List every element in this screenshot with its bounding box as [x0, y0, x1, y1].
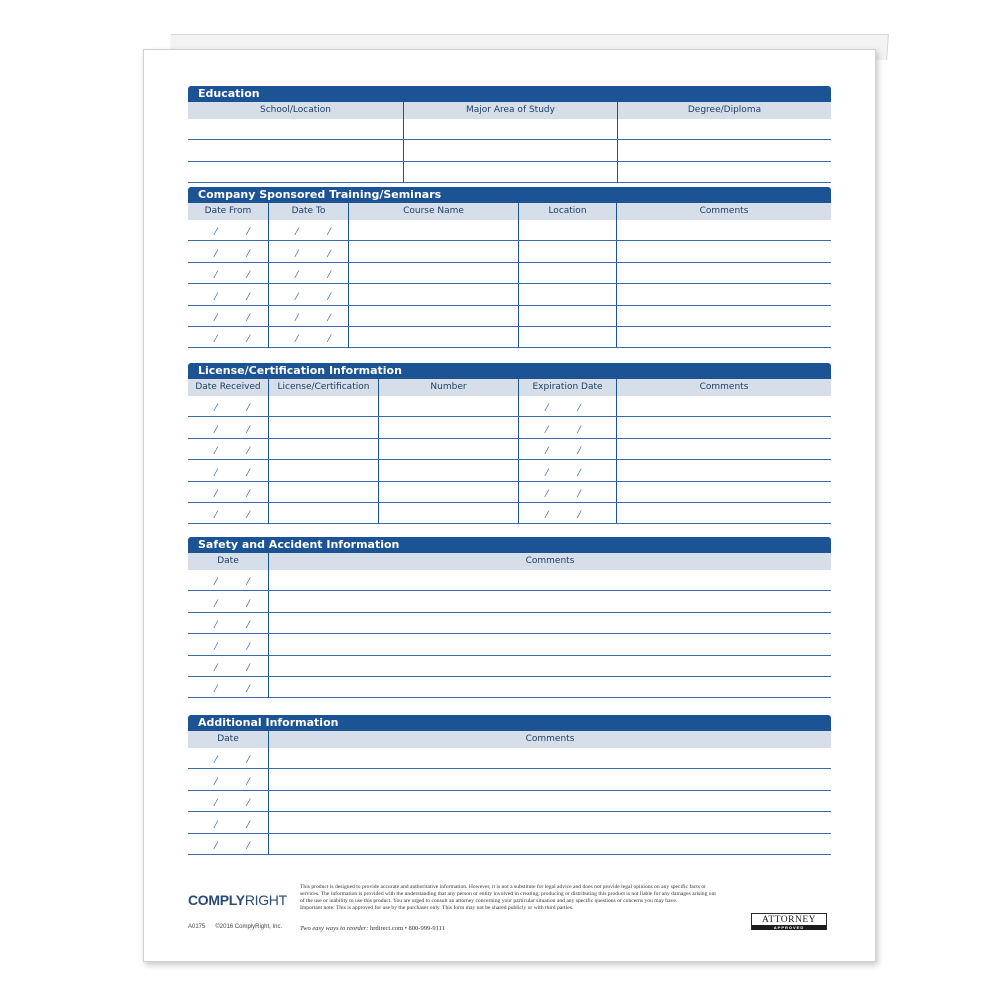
complyright-logo: [188, 892, 287, 908]
training-cell[interactable]: [348, 220, 518, 240]
additional-cell[interactable]: [268, 791, 831, 811]
safety-section: [188, 537, 831, 698]
training-cell[interactable]: [518, 327, 616, 347]
additional-cell[interactable]: [268, 834, 831, 854]
safety-cell[interactable]: [188, 656, 268, 676]
license-cell[interactable]: [378, 482, 518, 502]
training-cell[interactable]: [518, 220, 616, 240]
training-header-row: [188, 203, 831, 220]
license-row: [188, 439, 831, 460]
date-blank: / /: [214, 400, 263, 415]
safety-cell[interactable]: [268, 656, 831, 676]
date-blank: / /: [214, 421, 263, 436]
date-blank: / /: [214, 443, 263, 458]
col-school-location: School/Location: [260, 105, 331, 115]
education-cell[interactable]: [617, 119, 831, 139]
education-row: [188, 140, 831, 161]
training-cell[interactable]: [348, 284, 518, 304]
license-cell[interactable]: [378, 460, 518, 480]
training-rows: [188, 220, 831, 348]
education-row: [188, 119, 831, 140]
reorder-contact: hrdirect.com • 800-999-9111: [370, 925, 445, 932]
additional-cell[interactable]: [268, 812, 831, 832]
license-cell[interactable]: [518, 396, 616, 416]
col-license-comments: Comments: [616, 379, 831, 396]
license-cell[interactable]: [518, 439, 616, 459]
copyright-text: ©2016 ComplyRight, Inc.: [215, 924, 283, 930]
license-cell[interactable]: [188, 417, 268, 437]
safety-row: [188, 591, 831, 612]
product-code: A0175: [188, 924, 206, 930]
education-cell[interactable]: [188, 140, 403, 160]
license-cell[interactable]: [616, 482, 831, 502]
license-cell[interactable]: [188, 482, 268, 502]
education-cell[interactable]: [617, 162, 831, 182]
date-blank: / /: [214, 507, 263, 522]
training-cell[interactable]: [188, 241, 268, 261]
education-cell[interactable]: [403, 140, 617, 160]
col-number: Number: [378, 379, 518, 396]
additional-row: [188, 748, 831, 769]
col-degree-diploma: Degree/Diploma: [617, 102, 831, 119]
license-cell[interactable]: [378, 439, 518, 459]
training-cell[interactable]: [348, 306, 518, 326]
training-cell[interactable]: [616, 241, 831, 261]
training-cell[interactable]: [268, 284, 348, 304]
license-cell[interactable]: [616, 439, 831, 459]
education-row: [188, 162, 831, 183]
safety-row: [188, 656, 831, 677]
license-cell[interactable]: [268, 439, 378, 459]
date-blank: / /: [214, 224, 263, 239]
training-cell[interactable]: [616, 220, 831, 240]
date-blank: / /: [214, 638, 263, 653]
education-cell[interactable]: [188, 162, 403, 182]
safety-cell[interactable]: [188, 634, 268, 654]
attorney-text: ATTORNEY: [762, 915, 816, 925]
safety-header-row: [188, 553, 831, 570]
training-cell[interactable]: [348, 263, 518, 283]
date-blank: / /: [214, 659, 263, 674]
training-cell[interactable]: [188, 284, 268, 304]
col-date-to: Date To: [268, 203, 348, 220]
training-cell[interactable]: [188, 306, 268, 326]
additional-cell[interactable]: [188, 834, 268, 854]
training-row: [188, 263, 831, 284]
safety-rows: [188, 570, 831, 698]
training-cell[interactable]: [616, 327, 831, 347]
date-blank: / /: [295, 267, 344, 282]
safety-cell[interactable]: [268, 591, 831, 611]
additional-title: Additional Information: [188, 715, 831, 731]
license-header-row: [188, 379, 831, 396]
date-blank: / /: [214, 617, 263, 632]
license-cell[interactable]: [378, 503, 518, 523]
training-cell[interactable]: [268, 241, 348, 261]
license-row: [188, 460, 831, 481]
date-blank: / /: [214, 595, 263, 610]
license-cell[interactable]: [616, 460, 831, 480]
license-cell[interactable]: [188, 439, 268, 459]
additional-cell[interactable]: [188, 812, 268, 832]
date-blank: / /: [214, 681, 263, 696]
date-blank: / /: [214, 752, 263, 767]
date-blank: / /: [214, 309, 263, 324]
safety-row: [188, 613, 831, 634]
education-cell[interactable]: [188, 119, 403, 139]
training-cell[interactable]: [188, 263, 268, 283]
safety-row: [188, 634, 831, 655]
date-blank: / /: [214, 464, 263, 479]
license-cell[interactable]: [268, 482, 378, 502]
education-cell[interactable]: [617, 140, 831, 160]
date-blank: / /: [295, 245, 344, 260]
date-blank: / /: [295, 224, 344, 239]
training-cell[interactable]: [268, 220, 348, 240]
education-cell[interactable]: [403, 119, 617, 139]
additional-row: [188, 791, 831, 812]
col-license-certification: License/Certification: [268, 379, 378, 396]
license-cell[interactable]: [188, 460, 268, 480]
training-cell[interactable]: [268, 263, 348, 283]
important-note: Important note: This is approved for use by the purchaser only. This form may not be shared publicly or with third parties.: [300, 905, 574, 911]
training-title: Company Sponsored Training/Seminars: [188, 187, 831, 203]
approved-text: APPROVED: [752, 925, 826, 930]
form-footer: [188, 870, 831, 950]
license-cell[interactable]: [378, 417, 518, 437]
license-rows: [188, 396, 831, 524]
safety-cell[interactable]: [268, 613, 831, 633]
col-course-name: Course Name: [348, 203, 518, 220]
training-cell[interactable]: [188, 327, 268, 347]
training-cell[interactable]: [268, 306, 348, 326]
date-blank: / /: [214, 816, 263, 831]
license-cell[interactable]: [188, 396, 268, 416]
training-row: [188, 220, 831, 241]
additional-cell[interactable]: [268, 748, 831, 768]
license-cell[interactable]: [518, 417, 616, 437]
license-cell[interactable]: [616, 417, 831, 437]
education-section: [188, 86, 831, 183]
col-additional-date: Date: [217, 734, 239, 744]
safety-cell[interactable]: [268, 570, 831, 590]
license-cell[interactable]: [518, 460, 616, 480]
col-date-from: Date From: [204, 206, 252, 216]
reorder-line: [300, 925, 445, 932]
date-blank: / /: [214, 773, 263, 788]
safety-cell[interactable]: [268, 677, 831, 697]
logo-light-text: RIGHT: [244, 892, 287, 908]
license-cell[interactable]: [268, 417, 378, 437]
safety-cell[interactable]: [188, 591, 268, 611]
date-blank: / /: [545, 485, 594, 500]
training-cell[interactable]: [518, 263, 616, 283]
date-blank: / /: [545, 464, 594, 479]
training-cell[interactable]: [616, 284, 831, 304]
license-row: [188, 396, 831, 417]
license-cell[interactable]: [378, 396, 518, 416]
license-row: [188, 503, 831, 524]
additional-cell[interactable]: [188, 791, 268, 811]
license-title: License/Certification Information: [188, 363, 831, 379]
license-row: [188, 417, 831, 438]
training-section: [188, 187, 831, 348]
date-blank: / /: [214, 267, 263, 282]
additional-section: [188, 715, 831, 855]
license-cell[interactable]: [518, 503, 616, 523]
license-cell[interactable]: [616, 396, 831, 416]
training-cell[interactable]: [616, 263, 831, 283]
logo-bold-text: COMPLY: [188, 892, 245, 908]
safety-row: [188, 677, 831, 698]
disclaimer-text: This product is designed to provide accurate and authoritative information. However, it is not a substitute for legal advice and does not provide legal opinions on any specific facts or services. The information is provided with the understanding that any person or entity involved in creating, producing or distributing this product is not liable for any damages arising out of the use or inability to use this product. You are urged to consult an attorney concerning your particular situation and any specific questions or concerns you may have.: [300, 884, 716, 904]
safety-cell[interactable]: [188, 570, 268, 590]
col-training-comments: Comments: [616, 203, 831, 220]
education-title: Education: [188, 86, 831, 102]
additional-cell[interactable]: [268, 769, 831, 789]
col-safety-comments: Comments: [268, 553, 831, 570]
additional-row: [188, 812, 831, 833]
date-blank: / /: [545, 421, 594, 436]
training-row: [188, 284, 831, 305]
license-row: [188, 482, 831, 503]
disclaimer-block: [300, 884, 720, 912]
license-cell[interactable]: [616, 503, 831, 523]
education-cell[interactable]: [403, 162, 617, 182]
license-cell[interactable]: [268, 460, 378, 480]
license-section: [188, 363, 831, 524]
date-blank: / /: [545, 443, 594, 458]
date-blank: / /: [214, 331, 263, 346]
training-row: [188, 241, 831, 262]
additional-cell[interactable]: [188, 769, 268, 789]
reorder-label: Two easy ways to reorder:: [300, 925, 369, 932]
date-blank: / /: [295, 309, 344, 324]
date-blank: / /: [545, 400, 594, 415]
date-blank: / /: [214, 485, 263, 500]
form-page: [143, 49, 876, 962]
training-cell[interactable]: [268, 327, 348, 347]
training-cell[interactable]: [518, 284, 616, 304]
col-expiration-date: Expiration Date: [518, 379, 616, 396]
date-blank: / /: [295, 331, 344, 346]
education-rows: [188, 119, 831, 183]
additional-row: [188, 769, 831, 790]
date-blank: / /: [214, 837, 263, 852]
license-cell[interactable]: [518, 482, 616, 502]
col-safety-date: Date: [217, 556, 239, 566]
safety-cell[interactable]: [268, 634, 831, 654]
training-cell[interactable]: [616, 306, 831, 326]
license-cell[interactable]: [268, 503, 378, 523]
copyright-line: [188, 924, 292, 930]
col-major-area: Major Area of Study: [403, 102, 617, 119]
additional-cell[interactable]: [188, 748, 268, 768]
additional-rows: [188, 748, 831, 855]
license-cell[interactable]: [268, 396, 378, 416]
safety-row: [188, 570, 831, 591]
license-cell[interactable]: [188, 503, 268, 523]
training-cell[interactable]: [348, 241, 518, 261]
training-row: [188, 306, 831, 327]
date-blank: / /: [214, 795, 263, 810]
education-header-row: [188, 102, 831, 119]
additional-row: [188, 834, 831, 855]
date-blank: / /: [214, 245, 263, 260]
date-blank: / /: [545, 507, 594, 522]
col-additional-comments: Comments: [268, 731, 831, 748]
date-blank: / /: [214, 288, 263, 303]
attorney-approved-badge: [751, 913, 827, 930]
training-cell[interactable]: [518, 306, 616, 326]
date-blank: / /: [214, 574, 263, 589]
safety-title: Safety and Accident Information: [188, 537, 831, 553]
safety-cell[interactable]: [188, 677, 268, 697]
training-cell[interactable]: [348, 327, 518, 347]
training-cell[interactable]: [518, 241, 616, 261]
date-blank: / /: [295, 288, 344, 303]
col-date-received: Date Received: [195, 382, 261, 392]
additional-header-row: [188, 731, 831, 748]
col-location: Location: [518, 203, 616, 220]
training-cell[interactable]: [188, 220, 268, 240]
training-row: [188, 327, 831, 348]
safety-cell[interactable]: [188, 613, 268, 633]
